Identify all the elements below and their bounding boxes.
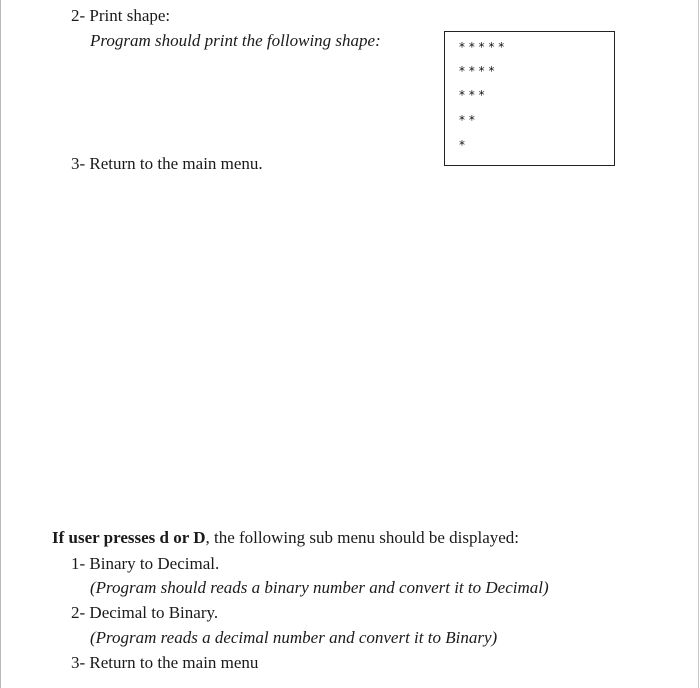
- star-row-3: * * *: [459, 88, 485, 102]
- star-row-4: * *: [459, 113, 475, 127]
- decimal-to-binary-item: 2- Decimal to Binary.: [71, 603, 219, 622]
- star-shape-box: [444, 31, 615, 166]
- print-shape-heading: 2- Print shape:: [71, 6, 171, 25]
- star-row-2: * * * *: [459, 64, 495, 78]
- d-menu-intro-bold: If user presses d or D: [52, 528, 206, 547]
- binary-to-decimal-note: (Program should reads a binary number and convert it to Decimal): [90, 578, 549, 597]
- return-main-menu-item-d: 3- Return to the main menu: [71, 653, 259, 672]
- page-right-edge: [698, 0, 699, 688]
- binary-to-decimal-item: 1- Binary to Decimal.: [71, 554, 220, 573]
- d-menu-intro: [52, 528, 519, 548]
- page-left-edge: [0, 0, 1, 688]
- return-main-menu-item: 3- Return to the main menu.: [71, 154, 263, 173]
- star-row-5: *: [459, 138, 465, 152]
- star-row-1: * * * * *: [459, 40, 505, 54]
- d-menu-intro-rest: , the following sub menu should be displayed:: [205, 528, 520, 547]
- print-shape-instruction: Program should print the following shape:: [90, 31, 381, 50]
- decimal-to-binary-note: (Program reads a decimal number and convert it to Binary): [90, 628, 498, 647]
